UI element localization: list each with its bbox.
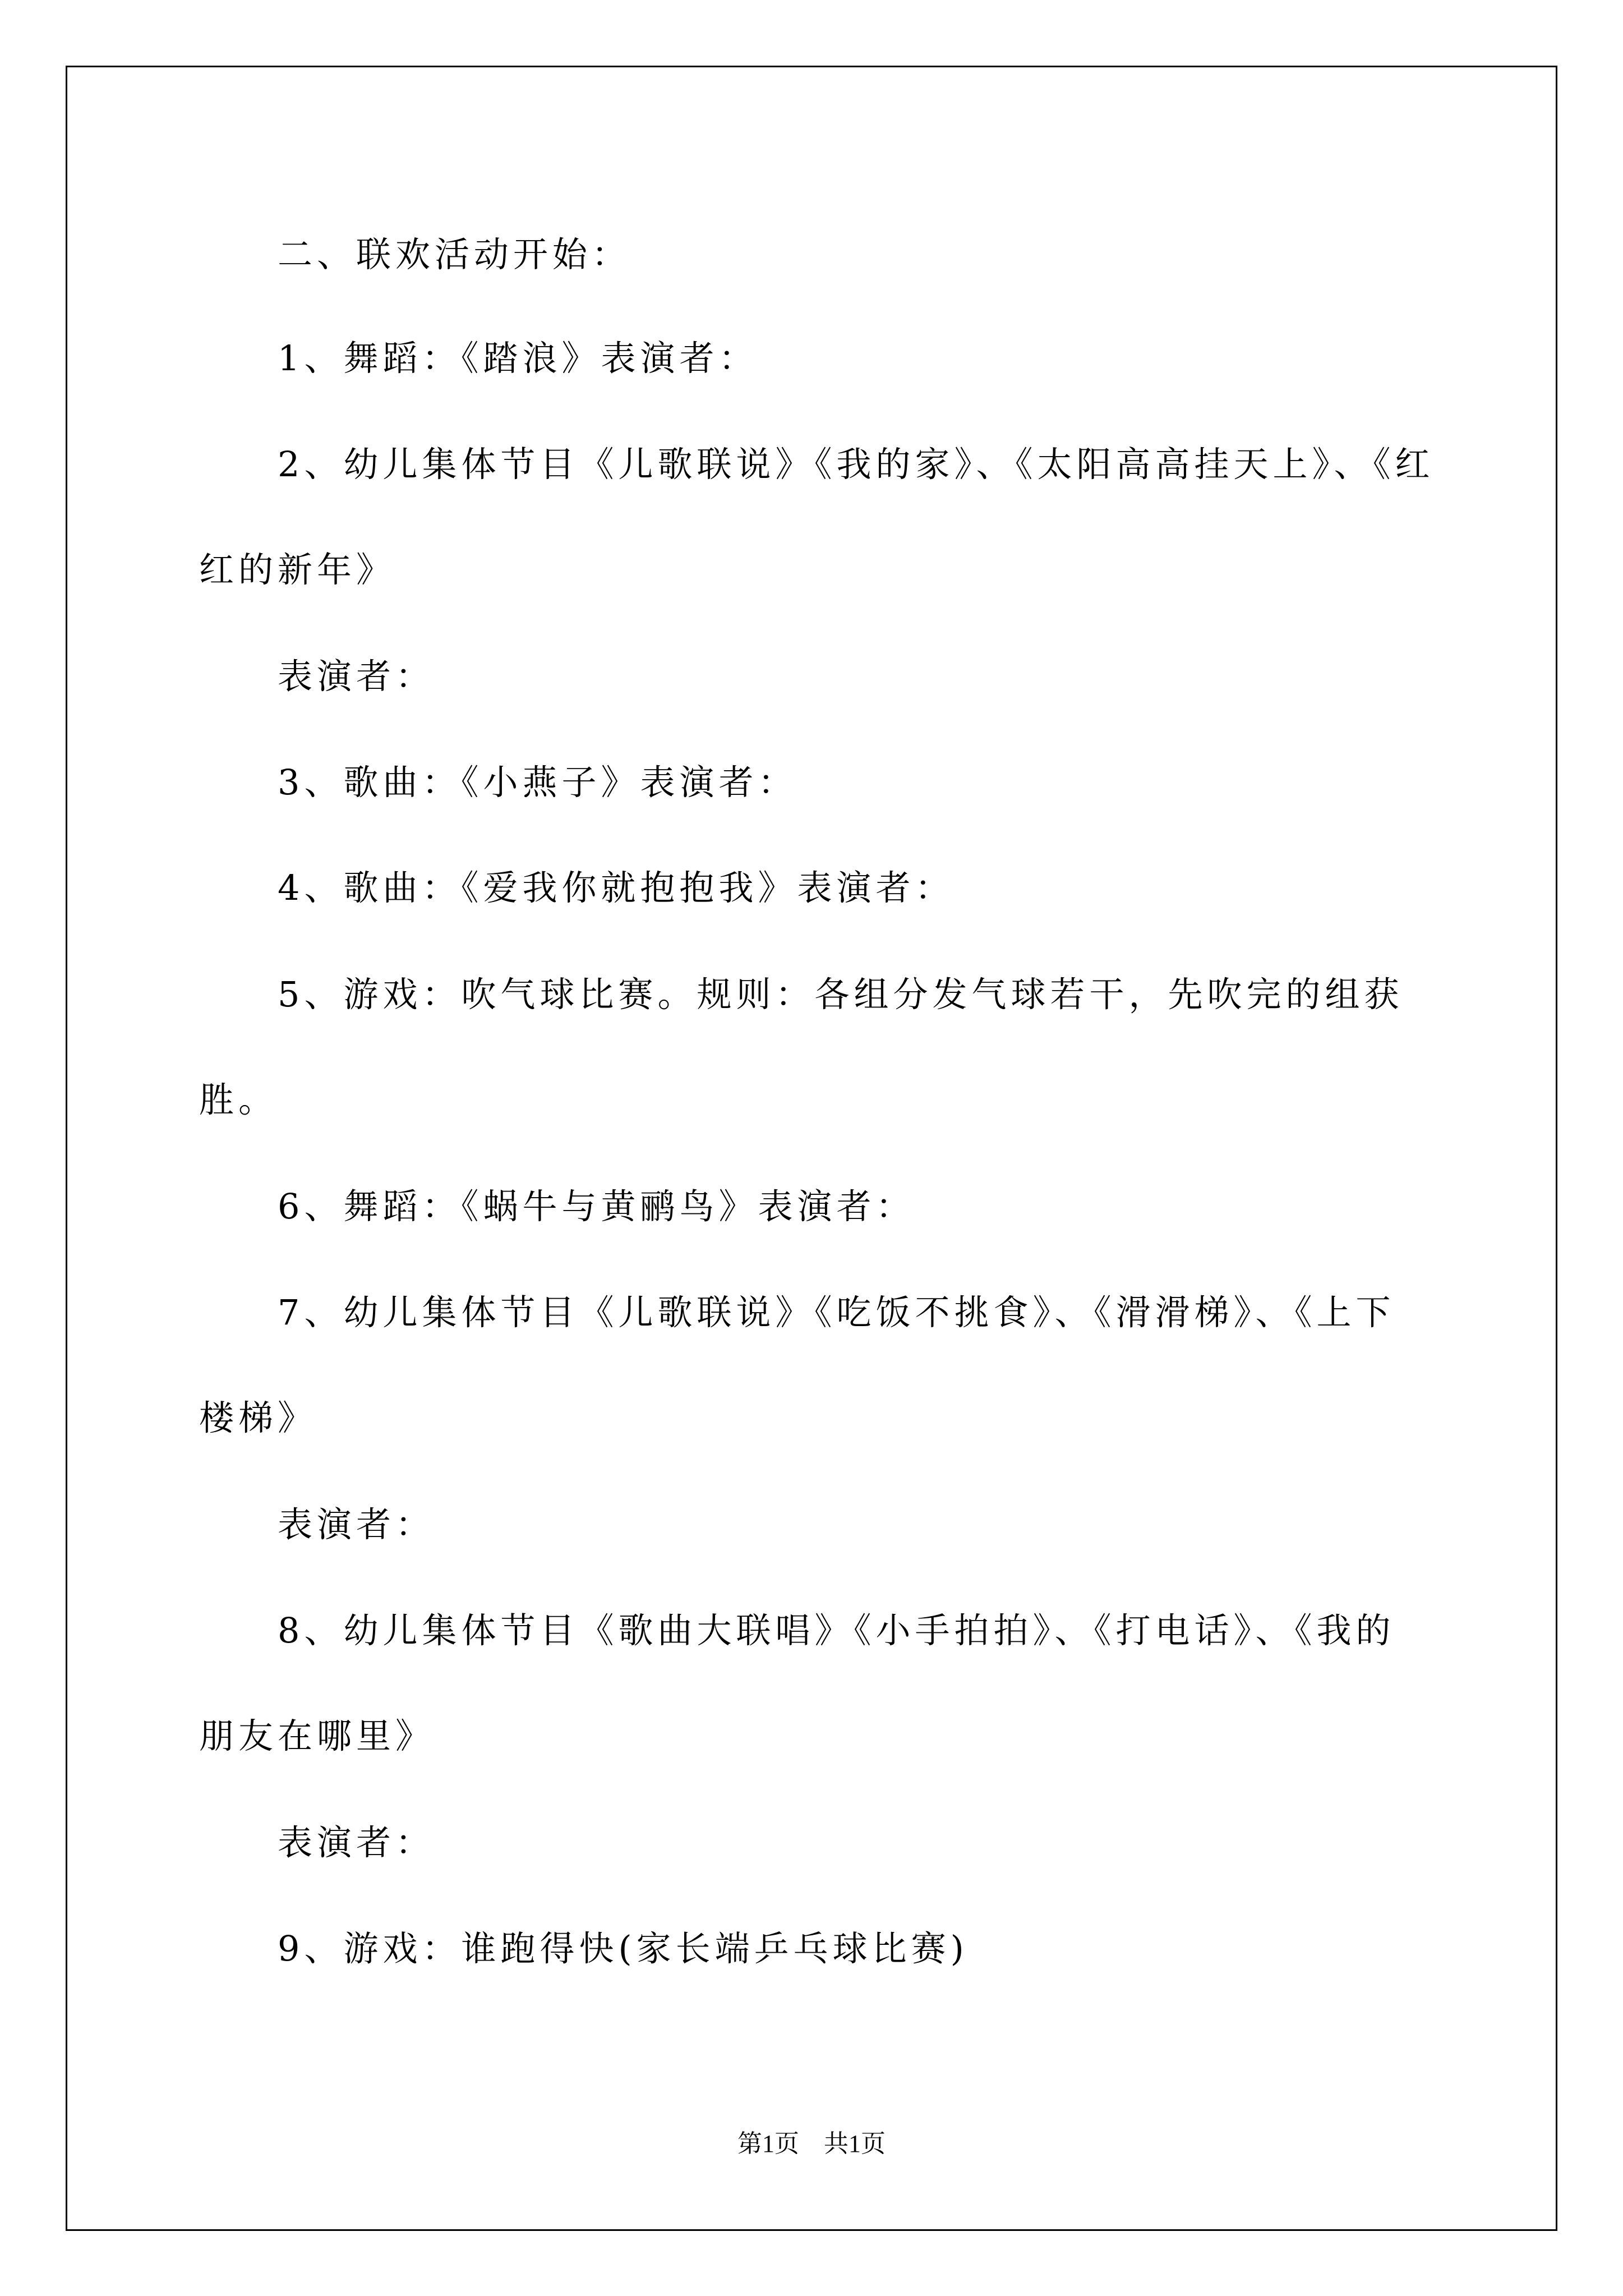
program-item-9: 9、游戏：谁跑得快(家长端乒乓球比赛) [278,1928,969,1969]
program-item-1: 1、舞蹈：《踏浪》表演者： [278,338,758,379]
program-item-8: 8、幼儿集体节目《歌曲大联唱》《小手拍拍》、《打电话》、《我的 [278,1610,1395,1651]
performer-label: 表演者： [278,1504,435,1545]
program-item-2-continued: 红的新年》 [199,549,396,590]
program-item-3: 3、歌曲：《小燕子》表演者： [278,762,797,803]
page-number: 第1页 共1页 [737,2130,886,2157]
performer-label: 表演者： [278,1822,435,1863]
program-item-4: 4、歌曲：《爱我你就抱抱我》表演者： [278,867,955,908]
page-border [66,66,1557,2231]
program-item-5: 5、游戏：吹气球比赛。规则：各组分发气球若干，先吹完的组获 [278,974,1404,1015]
section-heading: 二、联欢活动开始： [278,234,631,275]
performer-label: 表演者： [278,656,435,697]
program-item-6: 6、舞蹈：《蜗牛与黄鹂鸟》表演者： [278,1186,915,1227]
program-item-5-continued: 胜。 [199,1079,278,1120]
program-item-7: 7、幼儿集体节目《儿歌联说》《吃饭不挑食》、《滑滑梯》、《上下 [278,1292,1395,1333]
program-item-8-continued: 朋友在哪里》 [199,1715,435,1756]
program-item-7-continued: 楼梯》 [199,1397,317,1438]
program-item-2: 2、幼儿集体节目《儿歌联说》《我的家》、《太阳高高挂天上》、《红 [278,444,1435,485]
